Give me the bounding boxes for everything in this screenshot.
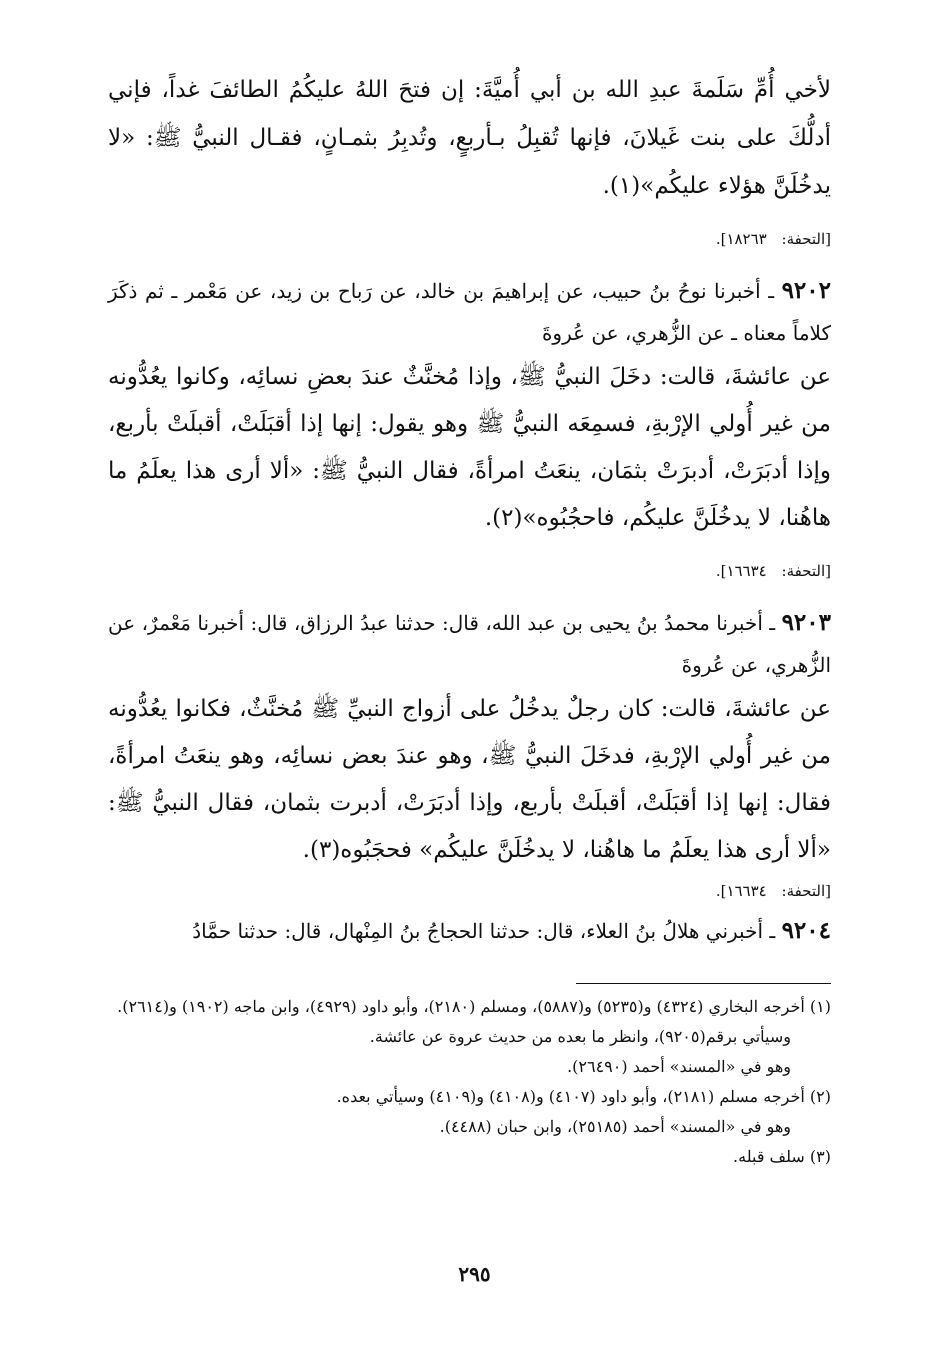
footnote-1-continuation: وهو في «المسند» أحمد (٢٦٤٩٠). [567,1057,791,1076]
hadith-9204-isnad [108,910,831,952]
footnote-1-continuation: وسيأتي برقم(٩٢٠٥)، وانظر ما بعده من حديث عروة عن عائشة. [369,1027,791,1046]
tuhfa-number: ١٨٢٦٣]. [715,230,767,248]
isnad-text: ـ أخبرني هلالُ بنُ العلاء، قال: حدثنا الحجاجُ بنُ المِنْهال، قال: حدثنا حمَّادُ [192,919,776,943]
hadith-9202-matn: عن عائشةَ، قالت: دخَلَ النبيُّ ﷺ، وإذا مُخنَّثٌ عندَ بعضِ نسائِه، وكانوا يعُدُّونه من غير أُولي الإرْبةِ، فسمِعَه النبيُّ ﷺ وهو يقول: إنها إذا أقبَلَتْ، أقبلَتْ بأربع، وإذا أدبَرَتْ، أدبرَتْ بثمَان، ينعَتُ امرأةً، فقال النبيُّ ﷺ: «ألا أرى هذا يعلَمُ ما هاهُنا، لا يدخُلَنَّ عليكُم، فاحجُبُوه»(٢). [108,364,831,531]
footnote-3: (٣) سلف قبله. [733,1147,831,1166]
tuhfa-number: ١٦٦٣٤]. [715,562,767,580]
hadith-9203-matn: عن عائشةَ، قالت: كان رجلٌ يدخُلُ على أزواج النبيِّ ﷺ مُخنَّثٌ، فكانوا يعُدُّونه من غير أُولي الإرْبةِ، فدخَلَ النبيُّ ﷺ، وهو عندَ بعض نسائِه، وهو ينعَتُ امرأةً، فقال: إنها إذا أقبَلَتْ، أقبلَتْ بأربع، وإذا أدبَرَتْ، أدبرت بثمان، فقال النبيُّ ﷺ: «ألا أرى هذا يعلَمُ ما هاهُنا، لا يدخُلَنَّ عليكُم» فحجَبُوه(٣). [108,696,831,863]
tuhfa-number: ١٦٦٣٤]. [715,882,767,900]
tuhfa-label: [التحفة: [781,230,831,248]
continued-paragraph: لأخي أُمِّ سَلَمةَ عبدِ الله بن أبي أُميَّةَ: إن فتحَ اللهُ عليكُمُ الطائفَ غداً، فإني أدلُّكَ على بنت غَيلانَ، فإنها تُقبِلُ بـأربعٍ، وتُدبِرُ بثمـانٍ، فقـال النبيُّ ﷺ: «لا يدخُلَنَّ هؤلاء عليكُم»(١). [108,77,831,199]
tuhfa-label: [التحفة: [781,562,831,580]
footnote-separator [576,983,831,984]
hadith-number: ٩٢٠٣ [781,609,831,636]
footnote-2-continuation: وهو في «المسند» أحمد (٢٥١٨٥)، وابن حبان (٤٤٨٨). [439,1117,791,1136]
footnote-1: (١) أخرجه البخاري (٤٣٢٤) و(٥٢٣٥) و(٥٨٨٧)، ومسلم (٢١٨٠)، وأبو داود (٤٩٢٩)، وابن ماجه (١٩٠٢) و(٢٦١٤). [117,997,831,1016]
tuhfa-reference-2 [108,560,831,582]
tuhfa-reference-1 [108,228,831,250]
hadith-number: ٩٢٠٤ [781,917,831,944]
hadith-9203-isnad [108,602,831,686]
tuhfa-label: [التحفة: [781,882,831,900]
hadith-9202-isnad [108,270,831,354]
isnad-text: ـ أخبرنا نوحُ بنُ حبيب، عن إبراهيمَ بن خالد، عن رَباح بن زيد، عن مَعْمر ـ ثم ذكَرَ كلاماً معناه ـ عن الزُّهري، عن عُروةَ [108,279,831,345]
footnote-2: (٢) أخرجه مسلم (٢١٨١)، وأبو داود (٤١٠٧) و(٤١٠٨) و(٤١٠٩) وسيأتي بعده. [336,1087,831,1106]
page-number: ٢٩٥ [458,1262,491,1286]
footnotes [108,992,831,1172]
tuhfa-reference-3 [108,880,831,902]
hadith-number: ٩٢٠٢ [781,277,831,304]
isnad-text: ـ أخبرنا محمدُ بنُ يحيى بن عبد الله، قال: حدثنا عبدُ الرزاق، قال: أخبرنا مَعْمرٌ، عن الزُّهري، عن عُروةَ [108,611,831,677]
